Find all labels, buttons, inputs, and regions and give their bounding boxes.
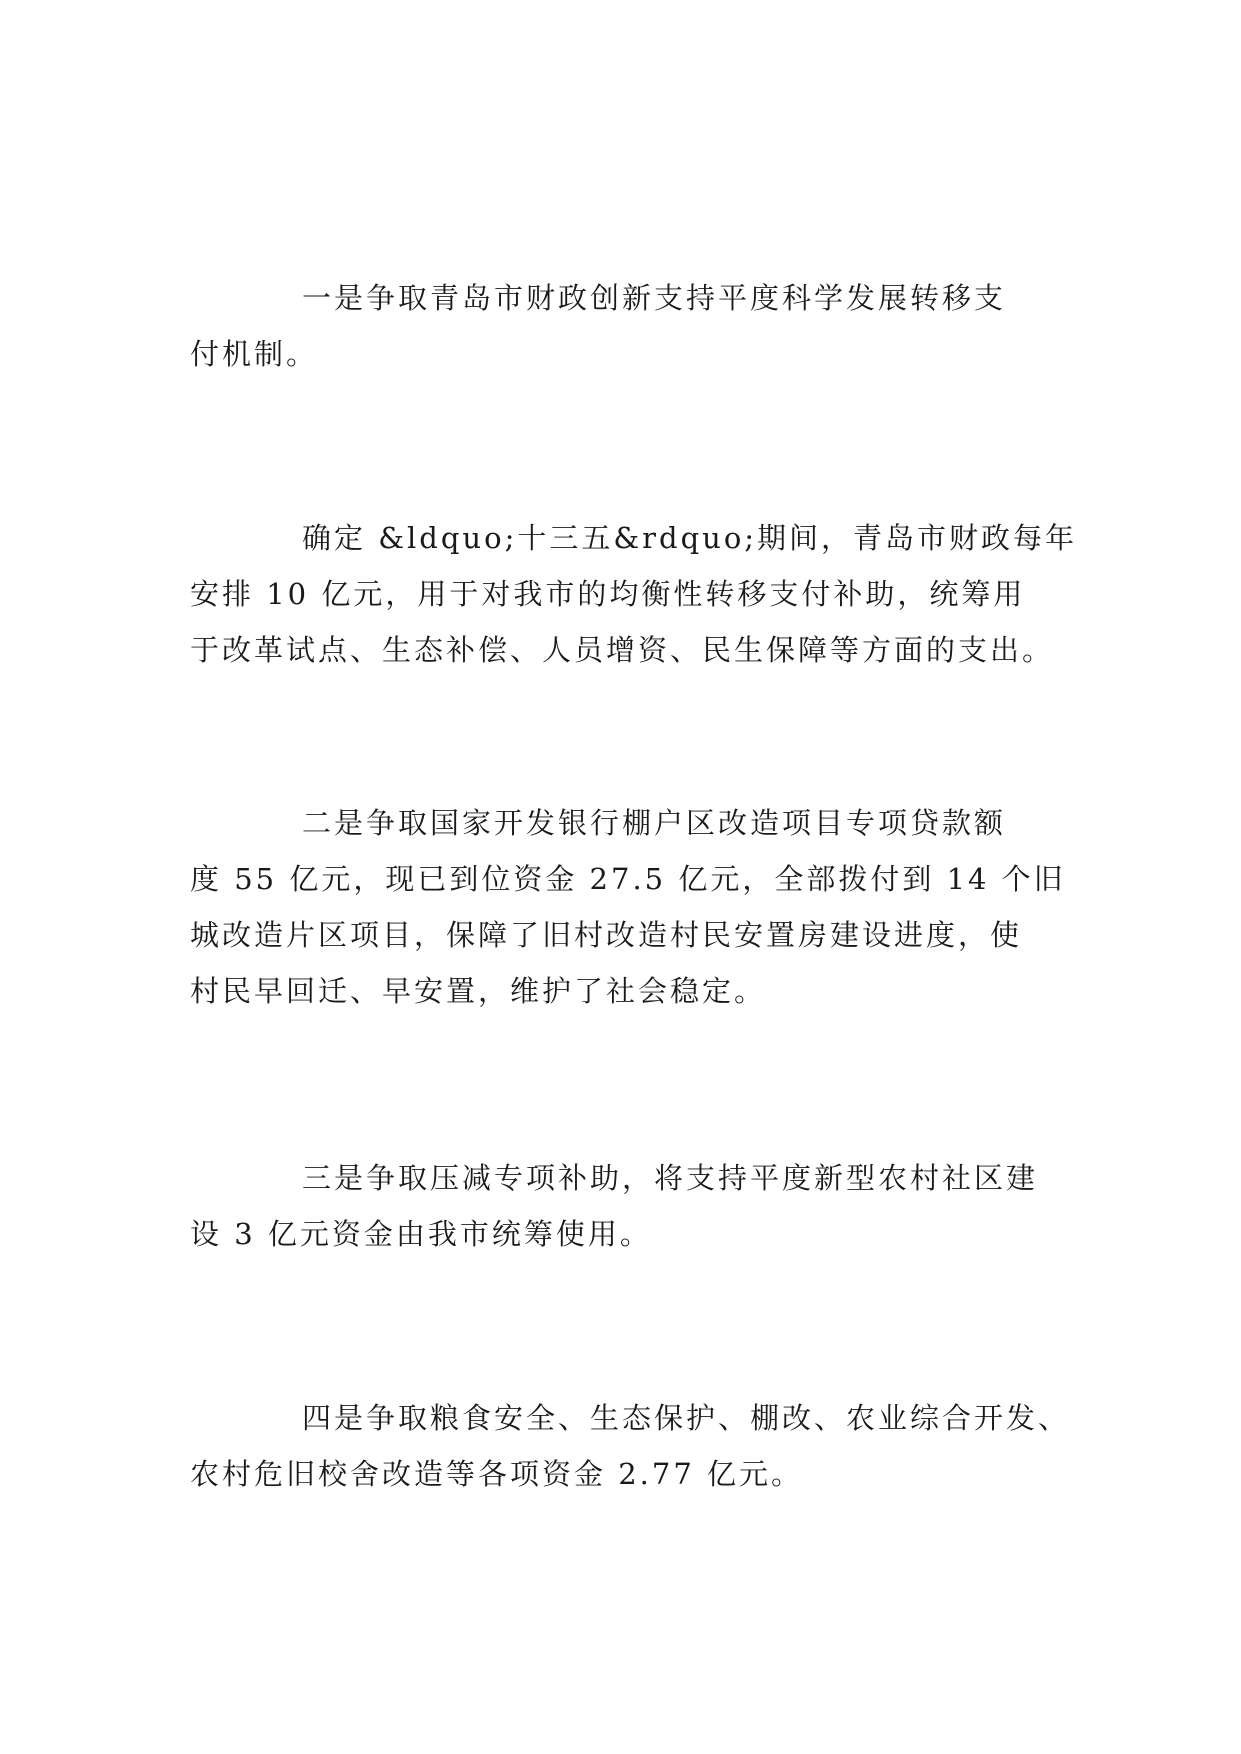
- paragraph-line: 付机制。: [190, 337, 319, 371]
- paragraph-3: [190, 795, 1066, 1019]
- paragraph-2: [190, 510, 1078, 678]
- paragraph-line: 安排 10 亿元，用于对我市的均衡性转移支付补助，统筹用: [190, 577, 1026, 611]
- paragraph-line: 确定 &ldquo;十三五&rdquo;期间，青岛市财政每年: [302, 521, 1078, 555]
- paragraph-5: [190, 1390, 1071, 1502]
- paragraph-line: 二是争取国家开发银行棚户区改造项目专项贷款额: [302, 806, 1007, 840]
- paragraph-line: 度 55 亿元，现已到位资金 27.5 亿元，全部拨付到 14 个旧: [190, 862, 1066, 896]
- paragraph-line: 农村危旧校舍改造等各项资金 2.77 亿元。: [190, 1457, 804, 1491]
- paragraph-line: 于改革试点、生态补偿、人员增资、民生保障等方面的支出。: [190, 633, 1055, 667]
- paragraph-line: 村民早回迁、早安置，维护了社会稳定。: [190, 974, 767, 1008]
- paragraph-line: 三是争取压减专项补助，将支持平度新型农村社区建: [302, 1161, 1039, 1195]
- paragraph-line: 设 3 亿元资金由我市统筹使用。: [190, 1217, 652, 1251]
- paragraph-4: [190, 1150, 1050, 1262]
- paragraph-line: 城改造片区项目，保障了旧村改造村民安置房建设进度，使: [190, 918, 1023, 952]
- paragraph-line: 一是争取青岛市财政创新支持平度科学发展转移支: [302, 281, 1007, 315]
- paragraph-line: 四是争取粮食安全、生态保护、棚改、农业综合开发、: [302, 1401, 1071, 1435]
- paragraph-1: [190, 270, 1050, 382]
